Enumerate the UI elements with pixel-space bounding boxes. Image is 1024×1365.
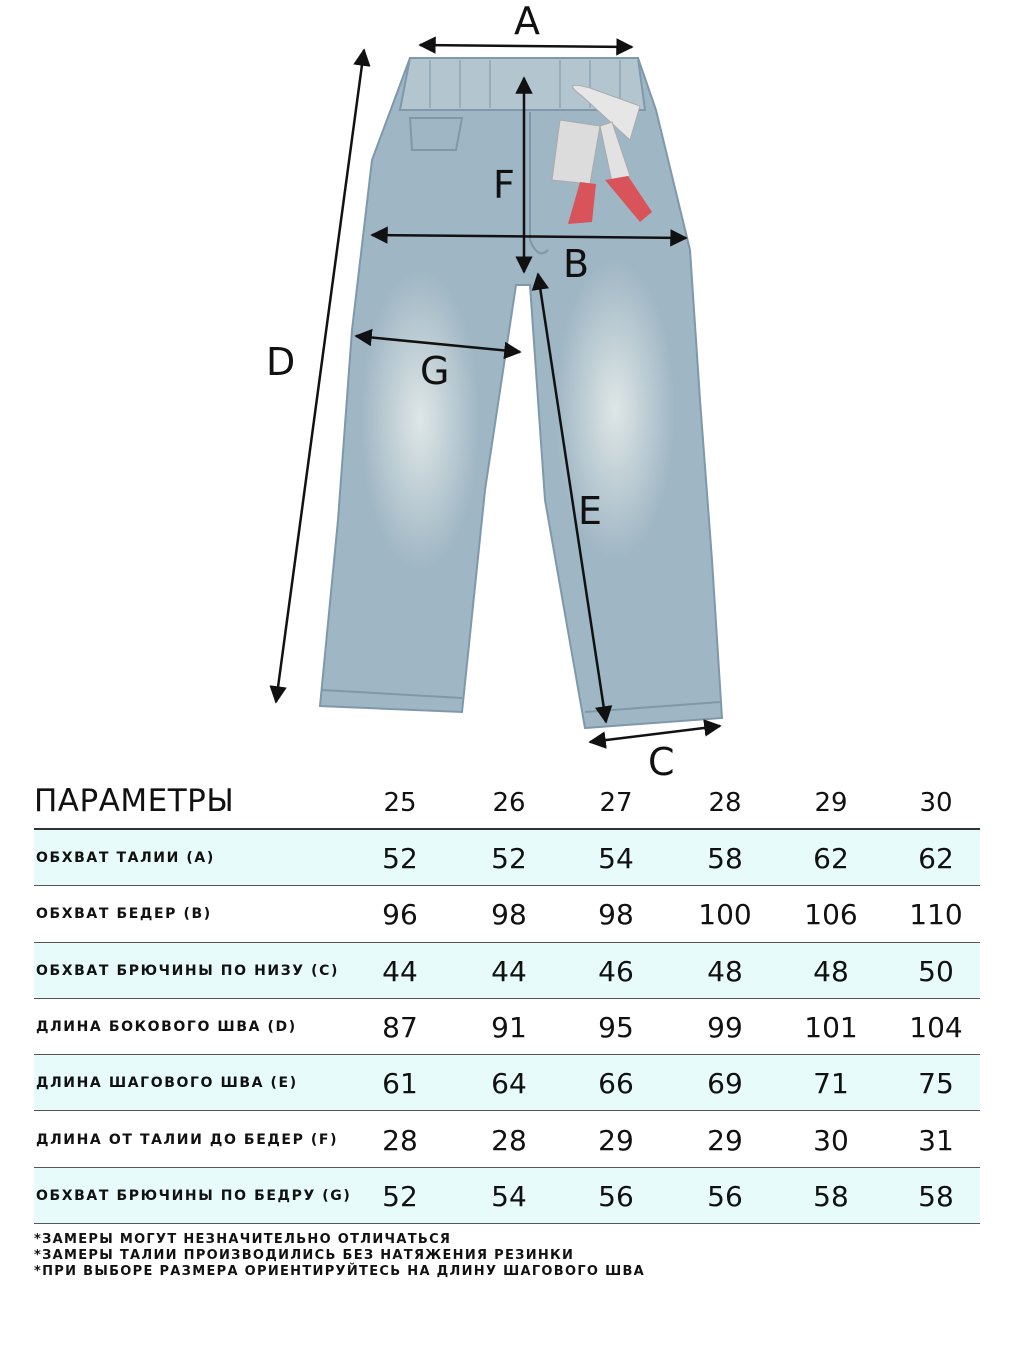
label-f: F xyxy=(493,163,515,207)
table-cell: 28 xyxy=(491,1123,527,1157)
table-cell: 99 xyxy=(707,1010,743,1044)
table-cell: 61 xyxy=(382,1067,418,1101)
table-cell: 95 xyxy=(598,1010,634,1044)
note-2: *ЗАМЕРЫ ТАЛИИ ПРОИЗВОДИЛИСЬ БЕЗ НАТЯЖЕНИЯ РЕЗИНКИ xyxy=(34,1248,575,1263)
table-cell: 98 xyxy=(598,898,634,932)
note-1: *ЗАМЕРЫ МОГУТ НЕЗНАЧИТЕЛЬНО ОТЛИЧАТЬСЯ xyxy=(34,1232,452,1247)
table-row xyxy=(34,830,980,886)
table-cell: 104 xyxy=(909,1010,963,1044)
label-g: G xyxy=(420,349,450,393)
table-cell: 44 xyxy=(491,954,527,988)
table-cell: 52 xyxy=(491,842,527,875)
table-cell: 44 xyxy=(382,954,418,988)
arrow-a xyxy=(420,45,632,47)
table-cell: 30 xyxy=(813,1123,849,1157)
row-label: ОБХВАТ БРЮЧИНЫ ПО НИЗУ (C) xyxy=(36,962,339,979)
table-cell: 58 xyxy=(918,1179,954,1213)
note-3: *ПРИ ВЫБОРЕ РАЗМЕРА ОРИЕНТИРУЙТЕСЬ НА ДЛИНУ ШАГОВОГО ШВА xyxy=(34,1264,646,1279)
label-c: C xyxy=(648,740,675,784)
table-cell: 100 xyxy=(698,898,752,932)
label-d: D xyxy=(266,340,296,384)
jeans-image xyxy=(320,58,722,728)
table-cell: 52 xyxy=(382,842,418,875)
table-row xyxy=(34,999,980,1055)
table-cell: 29 xyxy=(707,1123,743,1157)
size-header-29: 29 xyxy=(814,788,848,818)
label-a: A xyxy=(514,0,540,43)
table-row xyxy=(34,1168,980,1224)
table-row xyxy=(34,943,980,999)
size-header-28: 28 xyxy=(708,788,742,818)
table-cell: 29 xyxy=(598,1123,634,1157)
table-cell: 69 xyxy=(707,1067,743,1101)
notes xyxy=(34,1232,645,1280)
table-row xyxy=(34,1055,980,1111)
row-label: ДЛИНА ШАГОВОГО ШВА (E) xyxy=(36,1075,298,1092)
size-header-30: 30 xyxy=(919,788,953,818)
table-title: ПАРАМЕТРЫ xyxy=(34,783,235,819)
table-cell: 52 xyxy=(382,1179,418,1213)
table-cell: 50 xyxy=(918,954,954,988)
table-cell: 48 xyxy=(813,954,849,988)
table-cell: 28 xyxy=(382,1123,418,1157)
table-cell: 58 xyxy=(813,1179,849,1213)
table-cell: 56 xyxy=(707,1179,743,1213)
table-cell: 48 xyxy=(707,954,743,988)
table-cell: 54 xyxy=(491,1179,527,1213)
table-cell: 54 xyxy=(598,842,634,875)
table-cell: 75 xyxy=(918,1067,954,1101)
table-row xyxy=(34,1112,980,1168)
table-cell: 64 xyxy=(491,1067,527,1101)
table-cell: 66 xyxy=(598,1067,634,1101)
table-cell: 101 xyxy=(804,1010,858,1044)
row-label: ОБХВАТ ТАЛИИ (A) xyxy=(36,850,215,866)
fade-right xyxy=(555,260,675,560)
table-cell: 96 xyxy=(382,898,418,932)
label-b: B xyxy=(563,242,590,286)
table-cell: 62 xyxy=(813,842,849,875)
table-cell: 110 xyxy=(909,898,963,932)
fade-left xyxy=(360,270,480,570)
size-header-26: 26 xyxy=(492,788,526,818)
row-label: ДЛИНА ОТ ТАЛИИ ДО БЕДЕР (F) xyxy=(36,1131,339,1148)
table-cell: 106 xyxy=(804,898,858,932)
table-cell: 58 xyxy=(707,842,743,875)
table-cell: 91 xyxy=(491,1010,527,1044)
size-header-27: 27 xyxy=(599,788,633,818)
size-header-25: 25 xyxy=(383,788,417,818)
table-cell: 62 xyxy=(918,842,954,875)
table-cell: 56 xyxy=(598,1179,634,1213)
table-cell: 98 xyxy=(491,898,527,932)
row-label: ДЛИНА БОКОВОГО ШВА (D) xyxy=(36,1018,297,1035)
table-cell: 31 xyxy=(918,1123,954,1157)
table-cell: 87 xyxy=(382,1010,418,1044)
table-cell: 71 xyxy=(813,1067,849,1101)
table-cell: 46 xyxy=(598,954,634,988)
row-label: ОБХВАТ БЕДЕР (B) xyxy=(36,906,212,923)
table-row xyxy=(34,886,980,942)
row-label: ОБХВАТ БРЮЧИНЫ ПО БЕДРУ (G) xyxy=(36,1187,352,1204)
label-e: E xyxy=(578,489,603,533)
